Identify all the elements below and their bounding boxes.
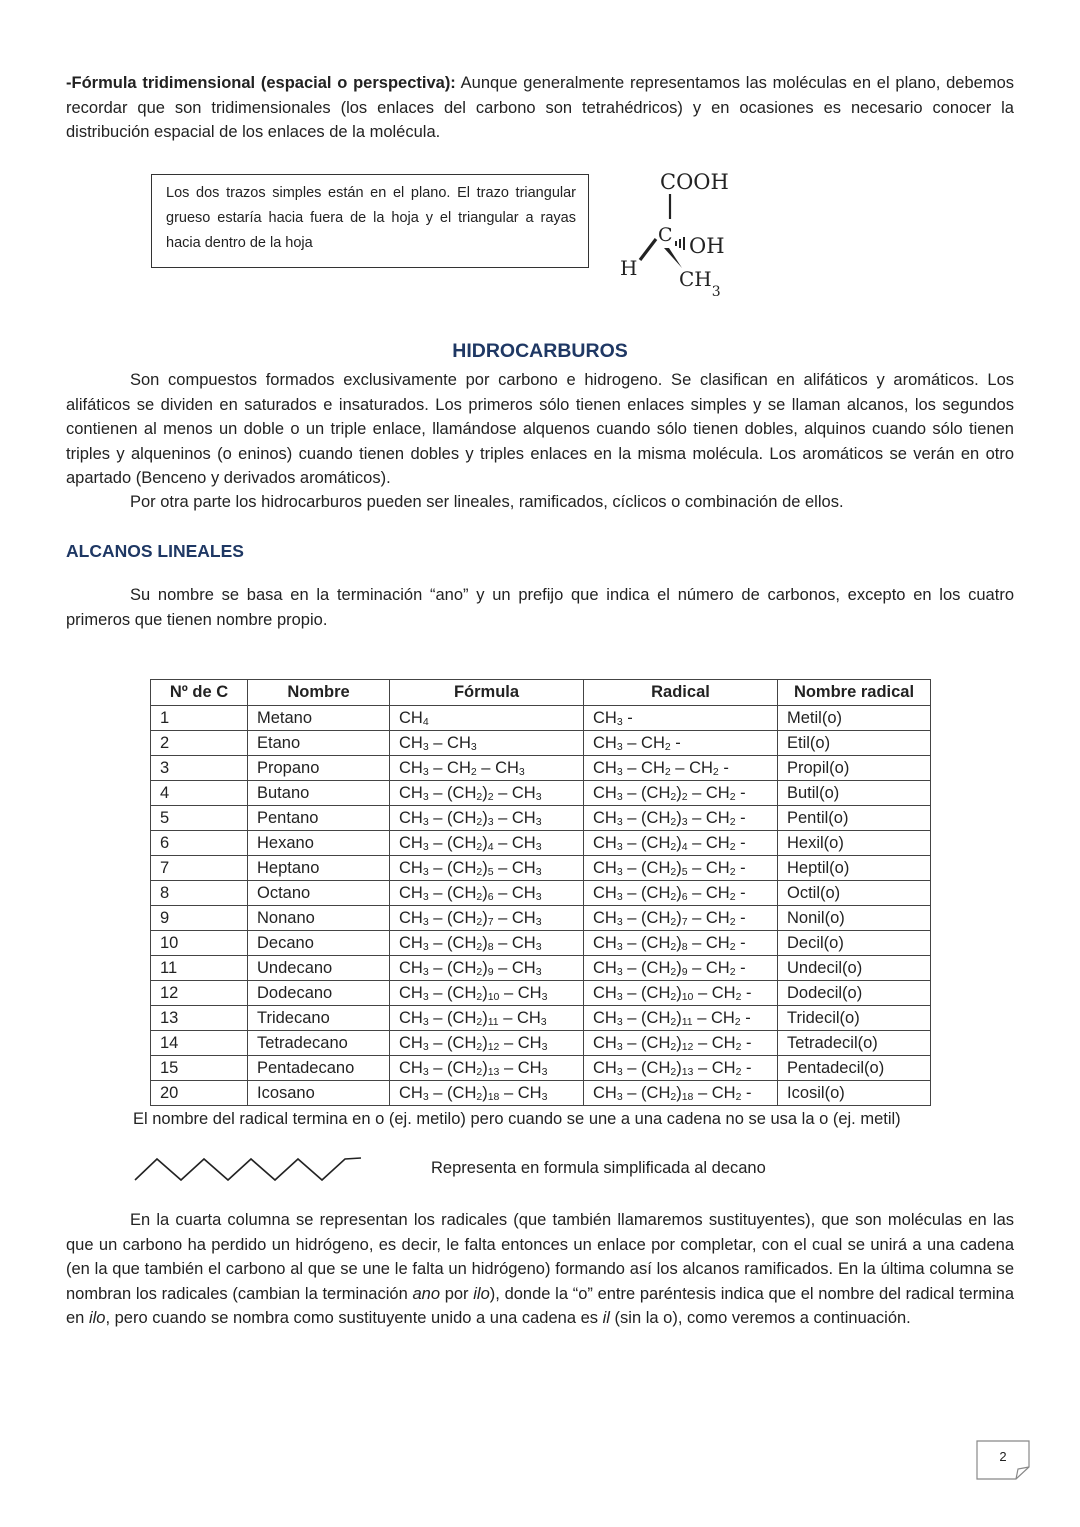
cell-radical: $CH_3 - (CH_2)_{10} - CH_2$ -: [584, 981, 778, 1006]
cell-nombre-radical: Dodecil(o): [778, 981, 931, 1006]
cell-radical: $CH_3 - (CH_2)_5 - CH_2$ -: [584, 856, 778, 881]
intro-paragraph: [66, 71, 1014, 145]
cell-nombre: Tridecano: [248, 1006, 390, 1031]
cell-nombre-radical: Octil(o): [778, 881, 931, 906]
table-row: [151, 706, 931, 731]
intro-bold-term: -Fórmula tridimensional (espacial o perspectiva):: [66, 74, 456, 92]
intro-text: Aunque generalmente representamos las moléculas en el plano, debemos recordar que son tridimensionales (los enlaces del carbono son tetrahédricos) y en ocasiones es necesario conocer la distribución espacial de los enlaces de la molécula.: [66, 74, 1014, 141]
cell-radical: $CH_3 - (CH_2)_7 - CH_2$ -: [584, 906, 778, 931]
cell-num-c: 10: [151, 931, 248, 956]
radicals-text-d: , pero cuando se nombra como sustituyente unido a una cadena es: [105, 1309, 603, 1327]
molecule-ch3-label: $CH_3$: [679, 267, 721, 300]
header-radical: Radical: [584, 680, 778, 706]
section-title-hidrocarburos: HIDROCARBUROS: [452, 340, 628, 362]
table-row: [151, 781, 931, 806]
cell-num-c: 9: [151, 906, 248, 931]
cell-formula: $CH_3 - (CH_2)_9 - CH_3$: [390, 956, 584, 981]
cell-radical: $CH_3$ -: [584, 706, 778, 731]
cell-radical: $CH_3 - (CH_2)_2 - CH_2$ -: [584, 781, 778, 806]
cell-nombre: Nonano: [248, 906, 390, 931]
cell-nombre: Icosano: [248, 1081, 390, 1106]
cell-nombre-radical: Propil(o): [778, 756, 931, 781]
table-row: [151, 1081, 931, 1106]
molecule-oh-label: OH: [689, 234, 725, 258]
cell-radical: $CH_3 - CH_2$ -: [584, 731, 778, 756]
cell-radical: $CH_3 - (CH_2)_{18} - CH_2$ -: [584, 1081, 778, 1106]
table-row: [151, 956, 931, 981]
radicals-ano-term: ano: [412, 1284, 440, 1303]
cell-nombre-radical: Nonil(o): [778, 906, 931, 931]
cell-formula: $CH_3 - (CH_2)_{11} - CH_3$: [390, 1006, 584, 1031]
cell-num-c: 8: [151, 881, 248, 906]
cell-nombre-radical: Heptil(o): [778, 856, 931, 881]
cell-radical: $CH_3 - (CH_2)_{12} - CH_2$ -: [584, 1031, 778, 1056]
table-row: [151, 931, 931, 956]
molecule-h-label: H: [620, 256, 638, 280]
molecule-wedge-bond: [664, 248, 682, 268]
cell-formula: $CH_3 - (CH_2)_6 - CH_3$: [390, 881, 584, 906]
cell-num-c: 7: [151, 856, 248, 881]
cell-radical: $CH_3 - (CH_2)_6 - CH_2$ -: [584, 881, 778, 906]
hidrocarburos-paragraph-1: Son compuestos formados exclusivamente por carbono e hidrogeno. Se clasifican en alifáticos y aromáticos. Los alifáticos se dividen en saturados e insaturados. Los primeros sólo tienen enlaces simples y se llaman alcanos, los segundos contienen al menos un doble o un triple enlace, llamándose alquenos cuando sólo tienen dobles, alquinos cuando sólo tienen triples y alqueninos (o eninos) cuando tienen dobles y triples enlaces en la misma molécula. Los aromáticos se verán en otro apartado (Benceno y derivados aromáticos).: [66, 371, 1014, 487]
table-row: [151, 806, 931, 831]
cell-formula: $CH_3 - (CH_2)_5 - CH_3$: [390, 856, 584, 881]
section-title-alcanos: ALCANOS LINEALES: [66, 541, 244, 561]
alkanes-table: [150, 679, 931, 1106]
cell-formula: $CH_4$: [390, 706, 584, 731]
hidrocarburos-paragraph-2: Por otra parte los hidrocarburos pueden ser lineales, ramificados, cíclicos o combinación de ellos.: [130, 493, 844, 511]
cell-num-c: 1: [151, 706, 248, 731]
radicals-ilo-term-2: ilo: [88, 1309, 106, 1327]
radicals-text-c: ), donde la “o” entre paréntesis indica que el nombre del radical termina en: [66, 1284, 1014, 1327]
table-row: [151, 1006, 931, 1031]
cell-radical: $CH_3 - (CH_2)_{11} - CH_2$ -: [584, 1006, 778, 1031]
radicals-text-b: por: [440, 1284, 474, 1303]
page-number: 2: [999, 1449, 1007, 1464]
cell-nombre-radical: Metil(o): [778, 706, 931, 731]
header-nombre: Nombre: [248, 680, 390, 706]
alkanes-table-body: [151, 706, 931, 1106]
cell-radical: $CH_3 - CH_2 - CH_2$ -: [584, 756, 778, 781]
table-header-row: [151, 680, 931, 706]
note-box-text: Los dos trazos simples están en el plano. El trazo triangular grueso estaría hacia fuera de la hoja y el triangular a rayas hacia dentro de la hoja: [166, 185, 576, 251]
cell-radical: $CH_3 - (CH_2)_4 - CH_2$ -: [584, 831, 778, 856]
header-nombre-radical: Nombre radical: [778, 680, 931, 706]
table-row: [151, 906, 931, 931]
zigzag-line: [135, 1158, 361, 1180]
cell-nombre-radical: Icosil(o): [778, 1081, 931, 1106]
table-row: [151, 981, 931, 1006]
cell-nombre-radical: Decil(o): [778, 931, 931, 956]
cell-formula: $CH_3 - (CH_2)_7 - CH_3$: [390, 906, 584, 931]
cell-nombre: Pentadecano: [248, 1056, 390, 1081]
cell-num-c: 20: [151, 1081, 248, 1106]
cell-formula: $CH_3 - (CH_2)_{12} - CH_3$: [390, 1031, 584, 1056]
cell-nombre: Heptano: [248, 856, 390, 881]
cell-radical: $CH_3 - (CH_2)_3 - CH_2$ -: [584, 806, 778, 831]
cell-nombre: Tetradecano: [248, 1031, 390, 1056]
cell-num-c: 13: [151, 1006, 248, 1031]
table-row: [151, 1031, 931, 1056]
cell-formula: $CH_3 - CH_2 - CH_3$: [390, 756, 584, 781]
cell-nombre: Propano: [248, 756, 390, 781]
cell-nombre: Octano: [248, 881, 390, 906]
alcanos-paragraph: Su nombre se basa en la terminación “ano” y un prefijo que indica el número de carbonos, excepto en los cuatro primeros que tienen nombre propio.: [66, 586, 1014, 629]
table-row: [151, 881, 931, 906]
cell-num-c: 4: [151, 781, 248, 806]
table-row: [151, 731, 931, 756]
header-num-c: Nº de C: [151, 680, 248, 706]
table-row: [151, 1056, 931, 1081]
molecule-cooh-label: COOH: [660, 170, 729, 194]
decane-zigzag-formula: [133, 1156, 363, 1182]
cell-formula: $CH_3 - CH_3$: [390, 731, 584, 756]
header-formula: Fórmula: [390, 680, 584, 706]
table-row: [151, 756, 931, 781]
radicals-paragraph: [66, 1208, 1014, 1331]
radicals-text-a: En la cuarta columna se representan los radicales (que también llamaremos sustituyentes), que son moléculas en las que un carbono ha perdido un hidrógeno, es decir, le falta entonces un enlace por completar, con el cual se unirá a una cadena (en la que también el carbono al que se une le falta un hidrógeno) formando así los alcanos ramificados. En la última columna se nombran los radicales (cambian la terminación: [66, 1211, 1014, 1303]
page-number-box: [976, 1440, 1030, 1480]
molecule-bond-h: [640, 239, 656, 260]
cell-formula: $CH_3 - (CH_2)_2 - CH_3$: [390, 781, 584, 806]
radicals-ilo-term: ilo: [473, 1284, 490, 1303]
cell-radical: $CH_3 - (CH_2)_{13} - CH_2$ -: [584, 1056, 778, 1081]
cell-formula: $CH_3 - (CH_2)_8 - CH_3$: [390, 931, 584, 956]
table-note: El nombre del radical termina en o (ej. metilo) pero cuando se une a una cadena no se usa la o (ej. metil): [133, 1110, 901, 1128]
cell-num-c: 6: [151, 831, 248, 856]
cell-radical: $CH_3 - (CH_2)_9 - CH_2$ -: [584, 956, 778, 981]
cell-formula: $CH_3 - (CH_2)_3 - CH_3$: [390, 806, 584, 831]
cell-nombre-radical: Butil(o): [778, 781, 931, 806]
cell-nombre: Dodecano: [248, 981, 390, 1006]
cell-nombre-radical: Pentadecil(o): [778, 1056, 931, 1081]
cell-formula: $CH_3 - (CH_2)_{13} - CH_3$: [390, 1056, 584, 1081]
cell-num-c: 3: [151, 756, 248, 781]
cell-nombre-radical: Tridecil(o): [778, 1006, 931, 1031]
cell-num-c: 11: [151, 956, 248, 981]
cell-formula: $CH_3 - (CH_2)_4 - CH_3$: [390, 831, 584, 856]
table-row: [151, 856, 931, 881]
cell-num-c: 15: [151, 1056, 248, 1081]
cell-num-c: 14: [151, 1031, 248, 1056]
cell-nombre: Hexano: [248, 831, 390, 856]
radicals-il-term: il: [602, 1309, 610, 1327]
cell-nombre-radical: Undecil(o): [778, 956, 931, 981]
cell-num-c: 12: [151, 981, 248, 1006]
cell-num-c: 5: [151, 806, 248, 831]
radicals-text-e: (sin la o), como veremos a continuación.: [609, 1309, 911, 1327]
molecule-3d-structure: [612, 168, 747, 303]
cell-nombre-radical: Etil(o): [778, 731, 931, 756]
cell-formula: $CH_3 - (CH_2)_{18} - CH_3$: [390, 1081, 584, 1106]
cell-radical: $CH_3 - (CH_2)_8 - CH_2$ -: [584, 931, 778, 956]
cell-nombre: Metano: [248, 706, 390, 731]
cell-nombre-radical: Pentil(o): [778, 806, 931, 831]
cell-nombre: Pentano: [248, 806, 390, 831]
note-box: [151, 174, 589, 268]
cell-nombre-radical: Hexil(o): [778, 831, 931, 856]
cell-nombre-radical: Tetradecil(o): [778, 1031, 931, 1056]
cell-nombre: Etano: [248, 731, 390, 756]
molecule-carbon-label: C: [658, 224, 673, 246]
table-row: [151, 831, 931, 856]
cell-nombre: Decano: [248, 931, 390, 956]
zigzag-caption: Representa en formula simplificada al decano: [431, 1159, 766, 1177]
molecule-hashed-bond: [676, 237, 684, 250]
cell-num-c: 2: [151, 731, 248, 756]
cell-formula: $CH_3 - (CH_2)_{10} - CH_3$: [390, 981, 584, 1006]
cell-nombre: Undecano: [248, 956, 390, 981]
cell-nombre: Butano: [248, 781, 390, 806]
